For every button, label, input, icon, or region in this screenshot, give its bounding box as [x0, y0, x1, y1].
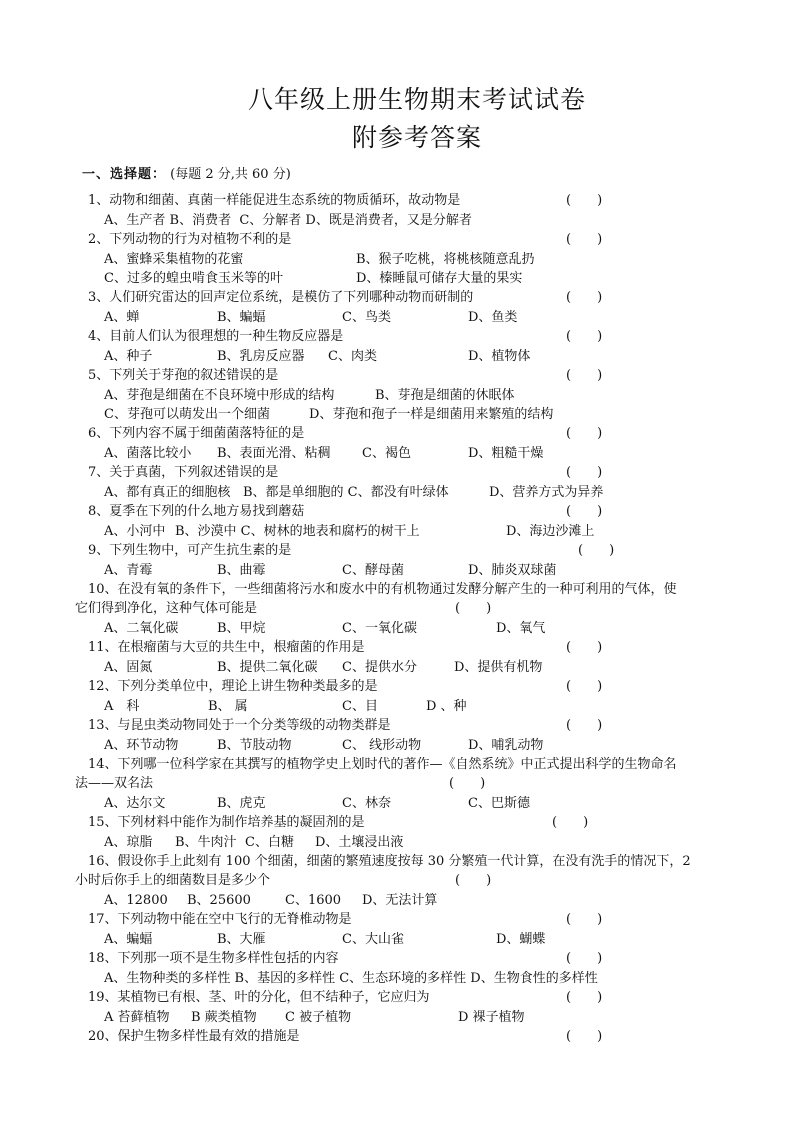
answer-bracket[interactable]: ( ) — [566, 1029, 603, 1044]
question-line: 15、下列材料中能作为制作培养基的凝固剂的是 — [88, 815, 365, 830]
answer-bracket[interactable]: ( ) — [455, 873, 492, 888]
question-line: 12、下列分类单位中，理论上讲生物种类最多的是 — [88, 679, 378, 694]
question-line: C、一氧化碳 — [342, 621, 417, 636]
answer-bracket[interactable]: ( ) — [566, 718, 603, 733]
question-line: B、提供二氧化碳 — [217, 660, 318, 675]
question-line: A、琼脂 — [104, 835, 153, 850]
question-line: 20、保护生物多样性最有效的措施是 — [88, 1029, 300, 1044]
question-line: 9、下列生物中，可产生抗生素的是 — [88, 543, 292, 558]
question-line: B、曲霉 — [217, 563, 266, 578]
question-line: B、甲烷 — [217, 621, 266, 636]
question-line: A、菌落比较小 — [104, 446, 192, 461]
question-line: 7、关于真菌，下列叙述错误的是 — [88, 465, 279, 480]
question-line: 它们得到净化，这种气体可能是 — [75, 601, 258, 616]
question-line: A 科 — [104, 699, 140, 714]
answer-bracket[interactable]: ( ) — [566, 912, 603, 927]
answer-bracket[interactable]: ( ) — [566, 329, 603, 344]
question-line: C、巴斯德 — [468, 796, 530, 811]
question-line: D、无法计算 — [362, 893, 438, 908]
answer-bracket[interactable]: ( ) — [566, 290, 603, 305]
question-line: C、肉类 — [328, 349, 377, 364]
question-line: 4、目前人们认为很理想的一种生物反应器是 — [88, 329, 344, 344]
question-line: C、褐色 — [362, 446, 411, 461]
question-line: A、环节动物 — [104, 738, 179, 753]
question-line: 5、下列关于芽孢的叙述错误的是 — [88, 368, 279, 383]
question-line: A 苔藓植物 — [104, 1010, 170, 1025]
question-line: B、25600 — [187, 893, 251, 908]
question-line: A、小河中 — [104, 524, 166, 539]
question-line: C、鸟类 — [342, 310, 391, 325]
answer-bracket[interactable]: ( ) — [566, 368, 603, 383]
question-line: 11、在根瘤菌与大豆的共生中，根瘤菌的作用是 — [88, 640, 365, 655]
question-line: C、 线形动物 — [342, 738, 422, 753]
question-line: A、生物种类的多样性 B、基因的多样性 C、生态环境的多样性 D、生物食性的多样性 — [104, 971, 598, 986]
question-line: D 裸子植物 — [458, 1010, 525, 1025]
question-line: D、营养方式为异养 — [489, 485, 604, 500]
question-line: 小时后你手上的细菌数目是多少个 — [75, 873, 271, 888]
exam-subtitle: 附参考答案 — [351, 123, 482, 152]
question-line: A、二氧化碳 — [104, 621, 179, 636]
question-line: C、芽孢可以萌发出一个细菌 — [104, 407, 270, 422]
question-line: 10、在没有氧的条件下，一些细菌将污水和废水中的有机物通过发酵分解产生的一种可利用的气体，使 — [88, 582, 677, 597]
question-line: B、 属 — [208, 699, 248, 714]
answer-bracket[interactable]: ( ) — [566, 504, 603, 519]
answer-bracket[interactable]: ( ) — [566, 951, 603, 966]
question-line: A、12800 — [104, 893, 168, 908]
section-note: (每题 2 分,共 60 分) — [170, 167, 291, 182]
question-line: A、达尔文 — [104, 796, 166, 811]
question-line: A、芽孢是细菌在不良环境中形成的结构 — [104, 388, 335, 403]
answer-bracket[interactable]: ( ) — [566, 193, 603, 208]
question-line: C、大山雀 — [342, 932, 404, 947]
answer-bracket[interactable]: ( ) — [566, 640, 603, 655]
question-line: 3、人们研究雷达的回声定位系统，是模仿了下列哪种动物而研制的 — [88, 290, 474, 305]
question-line: D、肺炎双球菌 — [468, 563, 557, 578]
question-line: 2、下列动物的行为对植物不利的是 — [88, 232, 292, 247]
section-header — [82, 163, 291, 182]
question-line: D、榛睡鼠可储存大量的果实 — [356, 271, 523, 286]
question-line: D、植物体 — [468, 349, 531, 364]
question-line: A、种子 — [104, 349, 153, 364]
question-line: 18、下列那一项不是生物多样性包括的内容 — [88, 951, 339, 966]
question-line: B、虎克 — [217, 796, 266, 811]
question-line: D、氧气 — [496, 621, 546, 636]
question-line: 法——双名法 — [75, 776, 154, 791]
question-line: A、固氮 — [104, 660, 153, 675]
question-line: D、哺乳动物 — [468, 738, 544, 753]
answer-bracket[interactable]: ( ) — [455, 601, 492, 616]
question-line: 1、动物和细菌、真菌一样能促进生态系统的物质循环，故动物是 — [88, 193, 461, 208]
question-line: D、土壤浸出液 — [315, 835, 404, 850]
question-line: A、蝉 — [104, 310, 140, 325]
question-line: 8、夏季在下列的什么地方易找到蘑菇 — [88, 504, 305, 519]
question-line: A、都有真正的细胞核 — [104, 485, 231, 500]
question-line: C、1600 — [285, 893, 342, 908]
question-line: C、白糖 — [245, 835, 294, 850]
question-line: A、生产者 B、消费者 C、分解者 D、既是消费者，又是分解者 — [104, 213, 472, 228]
question-line: C 被子植物 — [285, 1010, 352, 1025]
exam-title: 八年级上册生物期末考试试卷 — [247, 85, 586, 114]
question-line: D 、种 — [426, 699, 467, 714]
question-line: B、节肢动物 — [217, 738, 292, 753]
question-line: A、青霉 — [104, 563, 153, 578]
question-line: B、牛肉汁 — [175, 835, 237, 850]
question-line: C、林奈 — [342, 796, 391, 811]
question-line: 16、假设你手上此刻有 100 个细菌，细菌的繁殖速度按每 30 分繁殖一代计算，在没有洗手的情况下，2 — [88, 854, 691, 869]
answer-bracket[interactable]: ( ) — [552, 815, 589, 830]
answer-bracket[interactable]: ( ) — [566, 990, 603, 1005]
question-line: B、表面光滑、粘稠 — [217, 446, 331, 461]
question-line: A、蜜蜂采集植物的花蜜 — [104, 252, 244, 267]
question-line: B、芽孢是细菌的休眠体 — [375, 388, 515, 403]
question-line: C、提供水分 — [342, 660, 417, 675]
answer-bracket[interactable]: ( ) — [566, 679, 603, 694]
section-heading: 一、选择题： — [82, 167, 167, 182]
question-line: B、蝙蝠 — [217, 310, 266, 325]
question-line: 13、与昆虫类动物同处于一个分类等级的动物类群是 — [88, 718, 391, 733]
answer-bracket[interactable]: ( ) — [566, 465, 603, 480]
question-line: 17、下列动物中能在空中飞行的无脊椎动物是 — [88, 912, 352, 927]
question-line: C、酵母菌 — [342, 563, 404, 578]
question-line: A、蝙蝠 — [104, 932, 153, 947]
answer-bracket[interactable]: ( ) — [578, 543, 615, 558]
question-line: B、猴子吃桃，将桃核随意乱扔 — [356, 252, 535, 267]
question-line: D、蝴蝶 — [496, 932, 546, 947]
question-line: B、都是单细胞的 C、都没有叶绿体 — [243, 485, 449, 500]
question-line: C、目 — [342, 699, 378, 714]
question-line: 6、下列内容不属于细菌菌落特征的是 — [88, 426, 305, 441]
answer-bracket[interactable]: ( ) — [566, 426, 603, 441]
question-line: B、乳房反应器 — [217, 349, 305, 364]
question-line: D、粗糙干燥 — [468, 446, 544, 461]
question-line: 19、某植物已有根、茎、叶的分化，但不结种子，它应归为 — [88, 990, 430, 1005]
question-line: D、芽孢和孢子一样是细菌用来繁殖的结构 — [309, 407, 554, 422]
question-line: B、大雁 — [217, 932, 266, 947]
answer-bracket[interactable]: ( ) — [566, 232, 603, 247]
question-line: B、沙漠中 C、树林的地表和腐朽的树干上 — [175, 524, 420, 539]
question-line: D、海边沙滩上 — [506, 524, 595, 539]
question-line: B 蕨类植物 — [191, 1010, 257, 1025]
question-line: D、提供有机物 — [454, 660, 543, 675]
question-line: C、过多的蝗虫啃食玉米等的叶 — [104, 271, 283, 286]
answer-bracket[interactable]: ( ) — [449, 776, 486, 791]
question-line: D、鱼类 — [468, 310, 518, 325]
question-line: 14、下列哪一位科学家在其撰写的植物学史上划时代的著作—《自然系统》中正式提出科学的生物命名 — [88, 757, 677, 772]
